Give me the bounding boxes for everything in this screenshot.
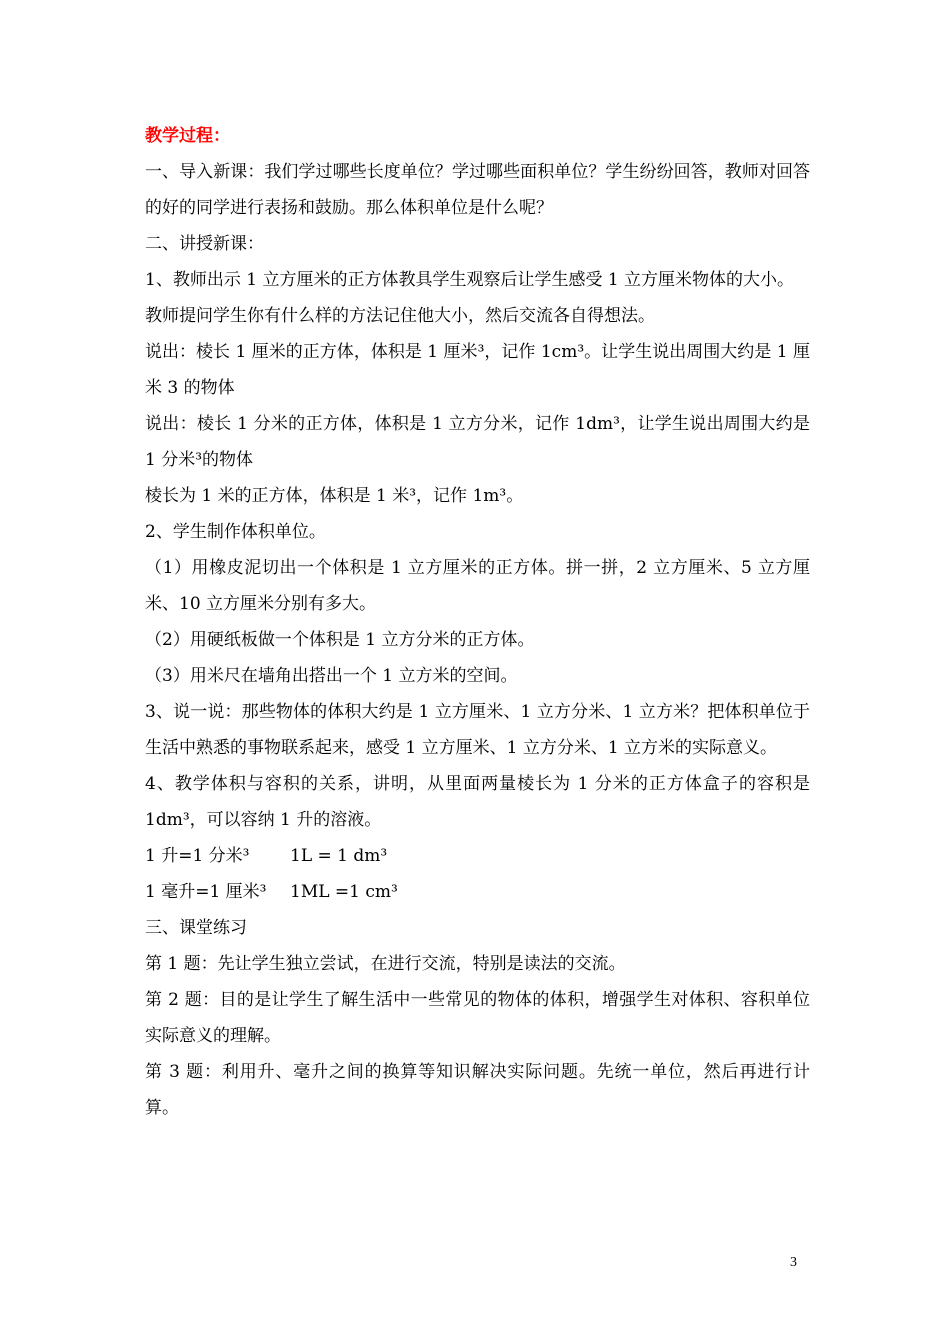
equation-chinese: 1 升=1 分米³	[145, 846, 250, 866]
page-content	[145, 118, 810, 1126]
step-4-paragraph: 4、教学体积与容积的关系，讲明，从里面两量棱长为 1 分米的正方体盒子的容积是 1dm³，可以容纳 1 升的溶液。	[145, 774, 810, 830]
exercise-2-paragraph: 第 2 题：目的是让学生了解生活中一些常见的物体的体积，增强学生对体积、容积单位实际意义的理解。	[145, 990, 810, 1046]
cubic-meter-paragraph: 棱长为 1 米的正方体，体积是 1 米³，记作 1m³。	[145, 486, 524, 506]
new-lesson-heading: 二、讲授新课：	[145, 234, 264, 254]
exercise-1-paragraph: 第 1 题：先让学生独立尝试，在进行交流，特别是读法的交流。	[145, 954, 626, 974]
section-heading: 教学过程：	[145, 126, 230, 146]
practice-heading: 三、课堂练习	[145, 918, 247, 938]
activity-3-paragraph: （3）用米尺在墙角出搭出一个 1 立方米的空间。	[145, 666, 518, 686]
exercise-3-paragraph: 第 3 题：利用升、毫升之间的换算等知识解决实际问题。先统一单位，然后再进行计算。	[145, 1062, 810, 1118]
teacher-question-paragraph: 教师提问学生你有什么样的方法记住他大小，然后交流各自得想法。	[145, 306, 655, 326]
equation-row	[145, 838, 810, 874]
step-3-paragraph: 3、说一说：那些物体的体积大约是 1 立方厘米、1 立方分米、1 立方米？把体积单位于生活中熟悉的事物联系起来，感受 1 立方厘米、1 立方分米、1 立方米的实际意义。	[145, 702, 810, 758]
equation-row	[145, 874, 810, 910]
activity-1-paragraph: （1）用橡皮泥切出一个体积是 1 立方厘米的正方体。拼一拼，2 立方厘米、5 立方厘米、10 立方厘米分别有多大。	[145, 558, 810, 614]
equation-chinese: 1 毫升=1 厘米³	[145, 882, 267, 902]
step-1-paragraph: 1、教师出示 1 立方厘米的正方体教具学生观察后让学生感受 1 立方厘米物体的大小。	[145, 270, 795, 290]
step-2-paragraph: 2、学生制作体积单位。	[145, 522, 326, 542]
activity-2-paragraph: （2）用硬纸板做一个体积是 1 立方分米的正方体。	[145, 630, 535, 650]
cubic-decimeter-paragraph: 说出：棱长 1 分米的正方体，体积是 1 立方分米，记作 1dm³，让学生说出周围大约是 1 分米³的物体	[145, 414, 810, 470]
cubic-centimeter-paragraph: 说出：棱长 1 厘米的正方体，体积是 1 厘米³，记作 1cm³。让学生说出周围大约是 1 厘米 3 的物体	[145, 342, 810, 398]
equation-symbolic: 1L = 1 dm³	[290, 846, 388, 866]
page-number: 3	[790, 1255, 797, 1270]
equation-symbolic: 1ML =1 cm³	[290, 882, 398, 902]
intro-paragraph: 一、导入新课：我们学过哪些长度单位？学过哪些面积单位？学生纷纷回答，教师对回答的好的同学进行表扬和鼓励。那么体积单位是什么呢？	[145, 162, 810, 218]
